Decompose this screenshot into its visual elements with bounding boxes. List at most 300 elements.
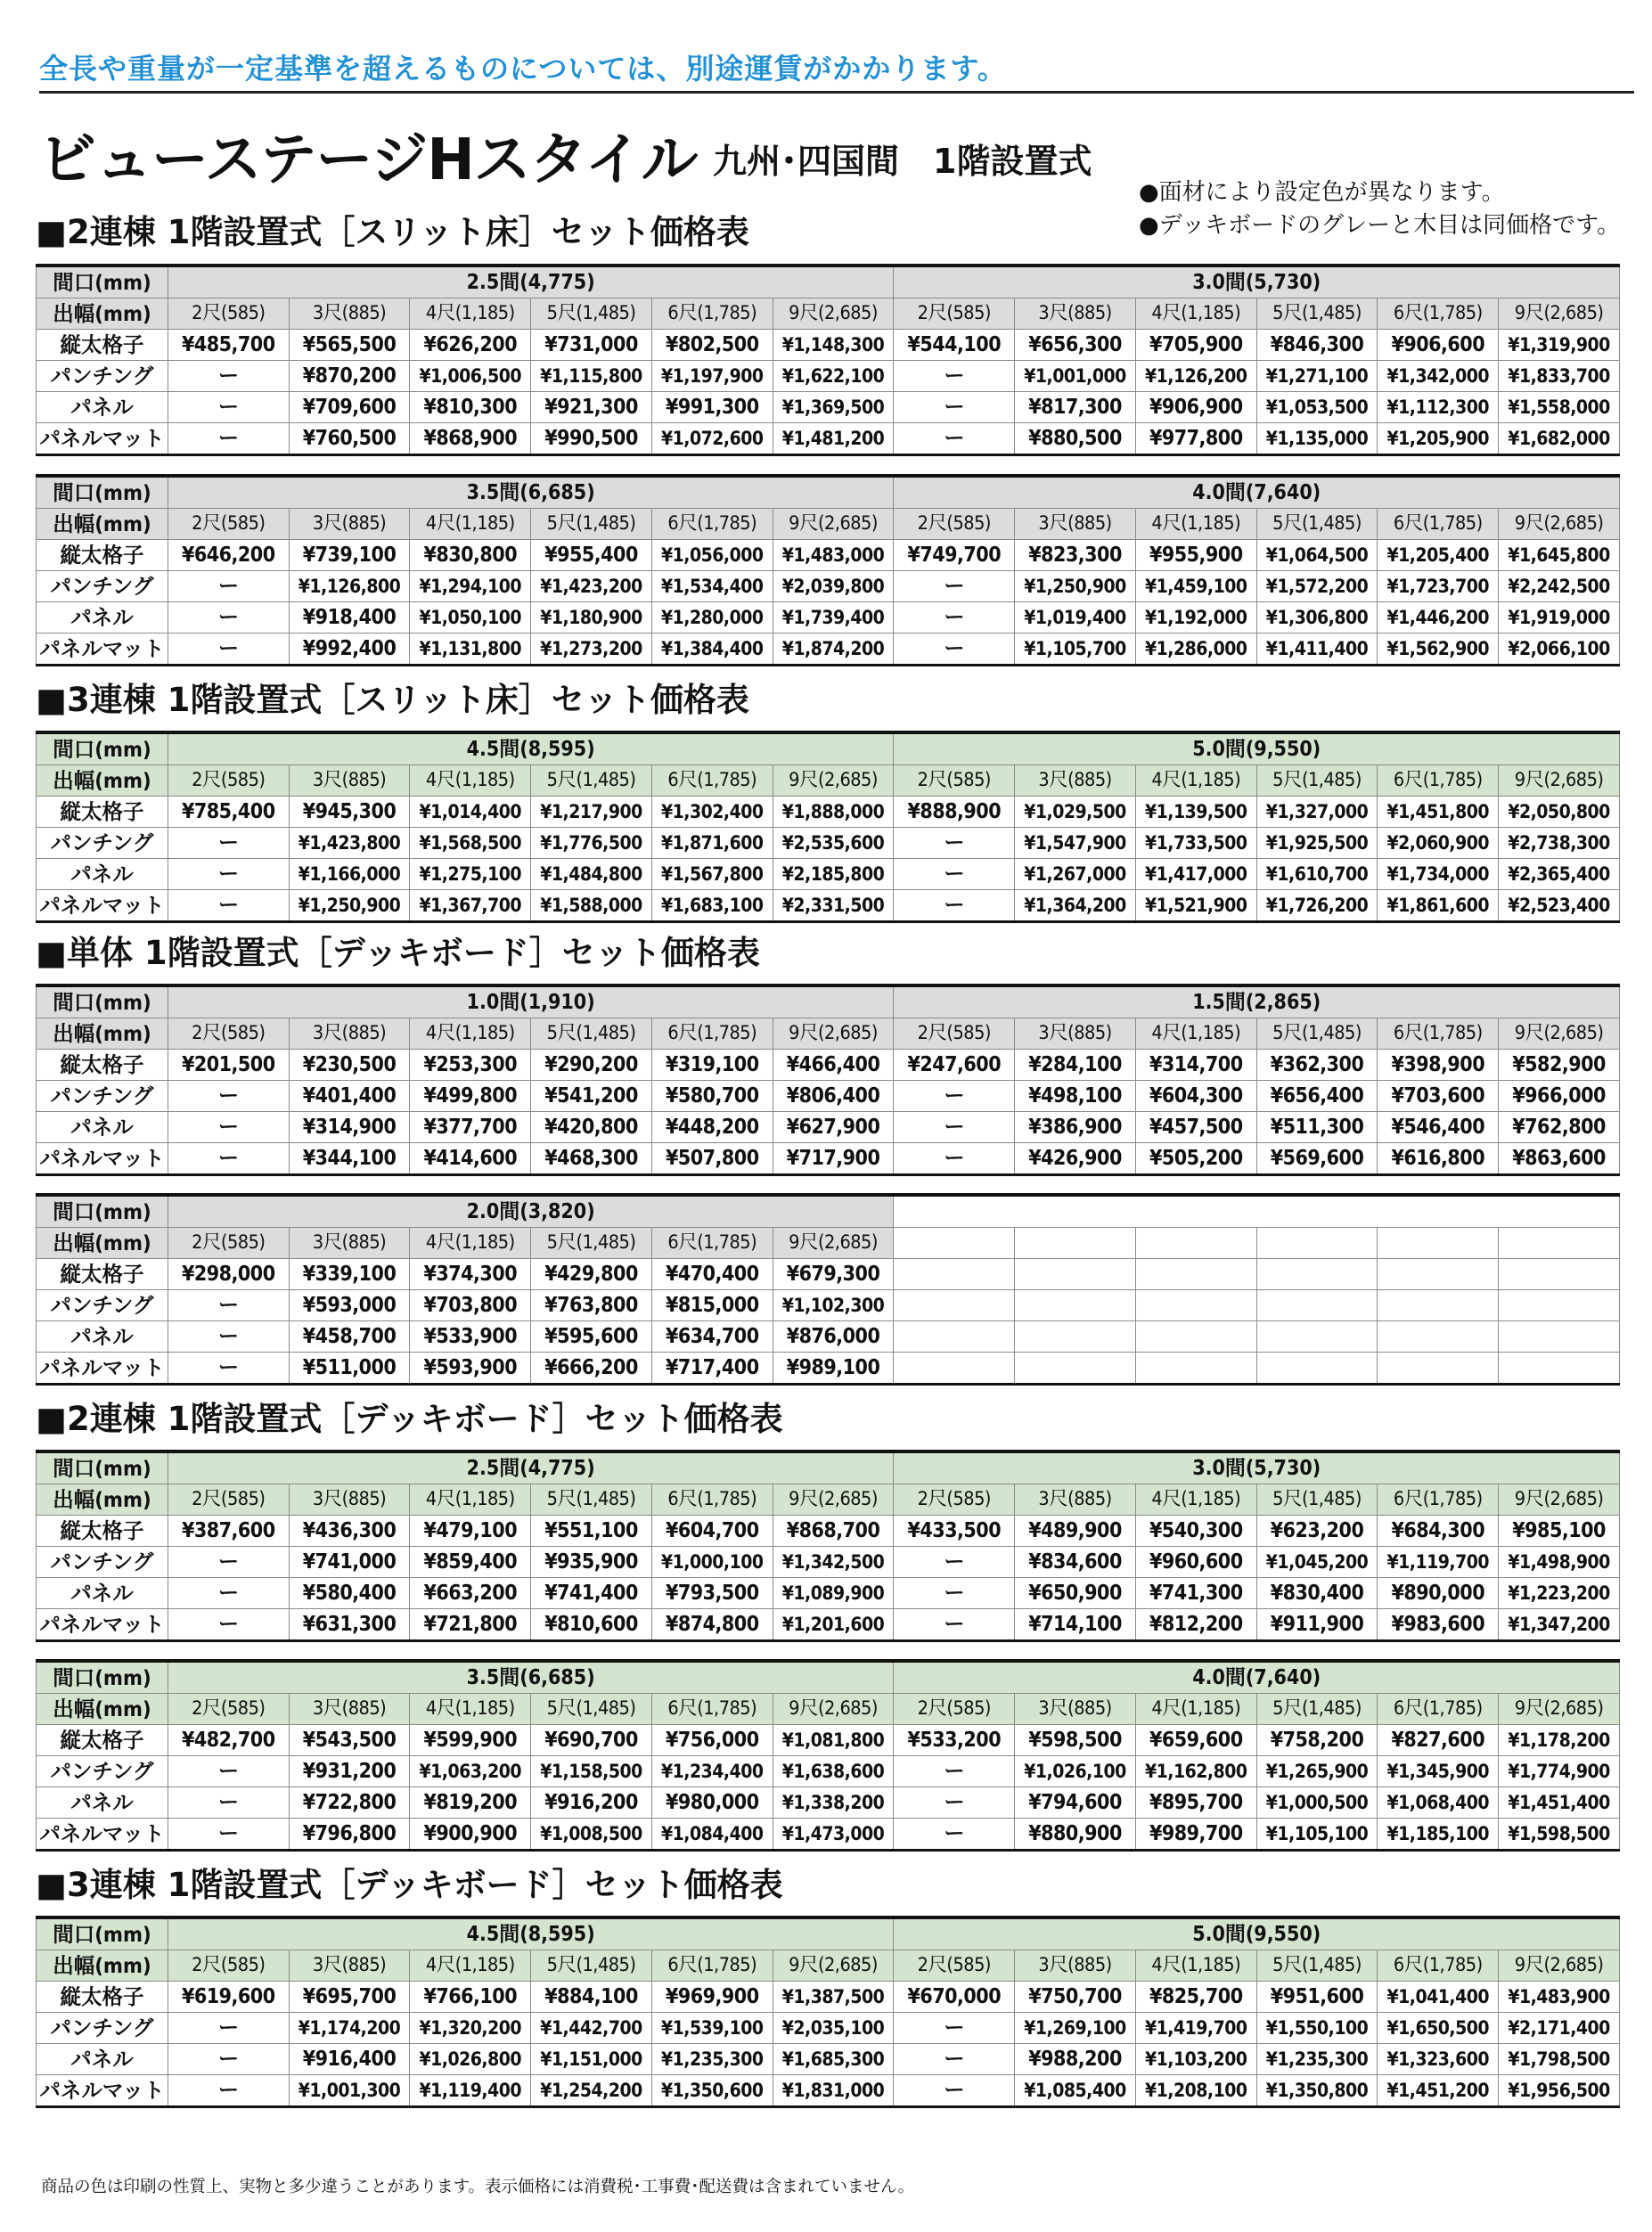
price-cell: ¥604,700 xyxy=(651,1516,773,1547)
projection-label: 出幅(mm) xyxy=(37,509,168,540)
empty-cell xyxy=(1499,1290,1620,1321)
price-cell: ¥1,014,400 xyxy=(410,797,531,828)
price-cell: ¥1,364,200 xyxy=(1015,890,1136,922)
empty-cell xyxy=(1378,1353,1499,1385)
price-cell: ¥1,275,100 xyxy=(410,859,531,890)
price-cell: ー xyxy=(168,1143,289,1175)
price-cell: ¥374,300 xyxy=(410,1259,531,1290)
price-cell: ¥868,700 xyxy=(773,1516,894,1547)
price-cell: ー xyxy=(168,1756,289,1787)
price-cell: ¥714,100 xyxy=(1015,1609,1136,1641)
price-cell: ¥2,185,800 xyxy=(773,859,894,890)
price-cell: ¥796,800 xyxy=(289,1819,410,1851)
table-row xyxy=(37,2044,1620,2075)
projection-size: 2尺(585) xyxy=(168,1018,289,1050)
price-cell: ¥739,100 xyxy=(289,540,410,571)
projection-size: 4尺(1,185) xyxy=(410,509,531,540)
projection-size: 6尺(1,785) xyxy=(651,1950,773,1982)
price-cell: ¥793,500 xyxy=(651,1578,773,1609)
price-cell: ¥426,900 xyxy=(1015,1143,1136,1175)
price-cell: ¥1,280,000 xyxy=(651,602,773,634)
price-cell: ¥1,026,800 xyxy=(410,2044,531,2075)
price-table xyxy=(36,1193,1620,1386)
price-cell: ¥582,900 xyxy=(1499,1050,1620,1081)
price-cell: ー xyxy=(168,634,289,666)
price-table xyxy=(36,264,1620,456)
price-cell: ¥1,567,800 xyxy=(651,859,773,890)
price-cell: ¥817,300 xyxy=(1015,392,1136,423)
header-row-projection xyxy=(37,1694,1620,1725)
price-cell: ¥825,700 xyxy=(1135,1982,1256,2013)
price-cell: ¥812,200 xyxy=(1135,1609,1256,1641)
price-cell: ¥2,523,400 xyxy=(1499,890,1620,922)
notes xyxy=(1139,176,1620,242)
price-cell: ¥1,217,900 xyxy=(531,797,652,828)
price-cell: ¥1,588,000 xyxy=(531,890,652,922)
projection-size: 9尺(2,685) xyxy=(1499,1484,1620,1516)
price-cell: ¥1,568,500 xyxy=(410,828,531,859)
price-cell: ¥656,300 xyxy=(1015,330,1136,361)
header-row-projection xyxy=(37,509,1620,540)
projection-size: 6尺(1,785) xyxy=(1378,1018,1499,1050)
price-cell: ¥604,300 xyxy=(1135,1081,1256,1112)
price-cell: ¥1,473,000 xyxy=(773,1819,894,1851)
table-row xyxy=(37,890,1620,922)
price-cell: ¥1,446,200 xyxy=(1378,602,1499,634)
price-cell: ¥741,000 xyxy=(289,1547,410,1578)
price-cell: ー xyxy=(168,1787,289,1819)
panel-type: パネル xyxy=(37,859,168,890)
price-cell: ¥1,162,800 xyxy=(1135,1756,1256,1787)
projection-size: 6尺(1,785) xyxy=(651,1484,773,1516)
price-cell: ー xyxy=(168,392,289,423)
empty-cell xyxy=(1499,1228,1620,1259)
price-cell: ¥429,800 xyxy=(531,1259,652,1290)
price-cell: ¥1,050,100 xyxy=(410,602,531,634)
price-cell: ー xyxy=(168,1321,289,1353)
price-cell: ¥785,400 xyxy=(168,797,289,828)
price-cell: ¥598,500 xyxy=(1015,1725,1136,1756)
price-cell: ¥1,384,400 xyxy=(651,634,773,666)
price-cell: ¥1,302,400 xyxy=(651,797,773,828)
panel-type: パンチング xyxy=(37,1756,168,1787)
frontage-label: 間口(mm) xyxy=(37,985,168,1018)
table-row xyxy=(37,392,1620,423)
price-cell: ー xyxy=(894,2044,1015,2075)
price-cell: ¥1,045,200 xyxy=(1256,1547,1378,1578)
price-cell: ¥749,700 xyxy=(894,540,1015,571)
price-cell: ¥498,100 xyxy=(1015,1081,1136,1112)
price-cell: ¥717,400 xyxy=(651,1353,773,1385)
panel-type: パネル xyxy=(37,1112,168,1143)
price-cell: ¥1,008,500 xyxy=(531,1819,652,1851)
header-row-frontage xyxy=(37,732,1620,765)
price-cell: ¥1,250,900 xyxy=(1015,571,1136,602)
table-row xyxy=(37,1609,1620,1641)
frontage-label: 間口(mm) xyxy=(37,266,168,298)
projection-size: 4尺(1,185) xyxy=(410,765,531,797)
price-cell: ¥2,738,300 xyxy=(1499,828,1620,859)
projection-size: 3尺(885) xyxy=(289,298,410,330)
price-cell: ¥1,733,500 xyxy=(1135,828,1256,859)
price-cell: ー xyxy=(168,1081,289,1112)
projection-size: 4尺(1,185) xyxy=(410,1484,531,1516)
price-cell: ¥2,365,400 xyxy=(1499,859,1620,890)
projection-label: 出幅(mm) xyxy=(37,298,168,330)
price-cell: ¥314,700 xyxy=(1135,1050,1256,1081)
price-cell: ¥1,271,100 xyxy=(1256,361,1378,392)
section-title: ■3連棟 1階設置式［スリット床］セット価格表 xyxy=(36,681,749,719)
price-cell: ¥709,600 xyxy=(289,392,410,423)
table-row xyxy=(37,1259,1620,1290)
price-cell: ¥1,338,200 xyxy=(773,1787,894,1819)
price-cell: ¥1,956,500 xyxy=(1499,2075,1620,2107)
frontage-size: 5.0間(9,550) xyxy=(894,732,1620,765)
projection-size: 3尺(885) xyxy=(1015,298,1136,330)
price-cell: ¥989,700 xyxy=(1135,1819,1256,1851)
projection-size: 2尺(585) xyxy=(168,298,289,330)
price-cell: ¥670,000 xyxy=(894,1982,1015,2013)
projection-size: 4尺(1,185) xyxy=(1135,1950,1256,1982)
projection-size: 3尺(885) xyxy=(289,1694,410,1725)
empty-cell xyxy=(1135,1228,1256,1259)
price-cell: ¥1,267,000 xyxy=(1015,859,1136,890)
price-cell: ¥201,500 xyxy=(168,1050,289,1081)
price-cell: ¥1,286,000 xyxy=(1135,634,1256,666)
price-cell: ¥1,041,400 xyxy=(1378,1982,1499,2013)
price-cell: ¥1,423,800 xyxy=(289,828,410,859)
table-row xyxy=(37,1353,1620,1385)
price-cell: ¥1,185,100 xyxy=(1378,1819,1499,1851)
price-cell: ¥2,039,800 xyxy=(773,571,894,602)
price-cell: ¥666,200 xyxy=(531,1353,652,1385)
price-cell: ¥695,700 xyxy=(289,1982,410,2013)
price-cell: ¥1,723,700 xyxy=(1378,571,1499,602)
price-cell: ¥916,400 xyxy=(289,2044,410,2075)
price-cell: ¥810,300 xyxy=(410,392,531,423)
price-cell: ¥955,900 xyxy=(1135,540,1256,571)
price-cell: ¥806,400 xyxy=(773,1081,894,1112)
price-cell: ¥1,119,700 xyxy=(1378,1547,1499,1578)
price-cell: ¥1,483,000 xyxy=(773,540,894,571)
price-cell: ¥977,800 xyxy=(1135,423,1256,455)
empty-cell xyxy=(1499,1259,1620,1290)
note-color: ●面材により設定色が異なります。 xyxy=(1139,179,1505,206)
panel-type: パネル xyxy=(37,1787,168,1819)
price-cell: ¥533,200 xyxy=(894,1725,1015,1756)
price-cell: ー xyxy=(168,2044,289,2075)
price-cell: ¥580,400 xyxy=(289,1578,410,1609)
price-cell: ¥507,800 xyxy=(651,1143,773,1175)
price-cell: ¥951,600 xyxy=(1256,1982,1378,2013)
price-cell: ¥457,500 xyxy=(1135,1112,1256,1143)
frontage-size: 4.5間(8,595) xyxy=(168,732,894,765)
projection-size: 4尺(1,185) xyxy=(1135,298,1256,330)
table-row xyxy=(37,634,1620,666)
price-cell: ¥1,166,000 xyxy=(289,859,410,890)
table-row xyxy=(37,1982,1620,2013)
note-deck-price: ●デッキボードのグレーと木目は同価格です。 xyxy=(1139,212,1621,239)
header-row-frontage xyxy=(37,985,1620,1018)
price-cell: ¥1,888,000 xyxy=(773,797,894,828)
price-cell: ¥1,423,200 xyxy=(531,571,652,602)
price-cell: ¥569,600 xyxy=(1256,1143,1378,1175)
price-cell: ¥1,350,600 xyxy=(651,2075,773,2107)
price-cell: ー xyxy=(894,1578,1015,1609)
price-cell: ¥1,367,700 xyxy=(410,890,531,922)
header-row-frontage xyxy=(37,1661,1620,1694)
projection-size: 4尺(1,185) xyxy=(1135,1018,1256,1050)
table-row xyxy=(37,1143,1620,1175)
price-cell: ¥1,734,000 xyxy=(1378,859,1499,890)
panel-type: 縦太格子 xyxy=(37,1516,168,1547)
price-cell: ¥1,192,000 xyxy=(1135,602,1256,634)
price-cell: ー xyxy=(894,1787,1015,1819)
price-cell: ¥511,000 xyxy=(289,1353,410,1385)
price-cell: ¥827,600 xyxy=(1378,1725,1499,1756)
price-cell: ー xyxy=(168,1290,289,1321)
price-cell: ¥546,400 xyxy=(1378,1112,1499,1143)
price-cell: ¥1,919,000 xyxy=(1499,602,1620,634)
price-cell: ー xyxy=(894,1609,1015,1641)
projection-size: 3尺(885) xyxy=(1015,1484,1136,1516)
price-cell: ¥2,331,500 xyxy=(773,890,894,922)
price-cell: ¥1,739,400 xyxy=(773,602,894,634)
price-cell: ¥750,700 xyxy=(1015,1982,1136,2013)
price-cell: ¥1,451,400 xyxy=(1499,1787,1620,1819)
price-cell: ¥830,800 xyxy=(410,540,531,571)
price-cell: ¥684,300 xyxy=(1378,1516,1499,1547)
price-cell: ¥479,100 xyxy=(410,1516,531,1547)
projection-size: 2尺(585) xyxy=(894,1950,1015,1982)
projection-size: 9尺(2,685) xyxy=(1499,1694,1620,1725)
price-cell: ¥551,100 xyxy=(531,1516,652,1547)
price-table xyxy=(36,1659,1620,1852)
price-cell: ¥339,100 xyxy=(289,1259,410,1290)
price-cell: ¥616,800 xyxy=(1378,1143,1499,1175)
frontage-label: 間口(mm) xyxy=(37,476,168,509)
table-row xyxy=(37,1290,1620,1321)
price-cell: ¥911,900 xyxy=(1256,1609,1378,1641)
price-cell: ¥2,060,900 xyxy=(1378,828,1499,859)
empty-cell xyxy=(1378,1259,1499,1290)
projection-size: 5尺(1,485) xyxy=(1256,765,1378,797)
price-cell: ¥991,300 xyxy=(651,392,773,423)
price-cell: ¥1,534,400 xyxy=(651,571,773,602)
projection-size: 2尺(585) xyxy=(894,1018,1015,1050)
projection-size: 2尺(585) xyxy=(894,1484,1015,1516)
projection-size: 6尺(1,785) xyxy=(1378,765,1499,797)
price-cell: ¥1,056,000 xyxy=(651,540,773,571)
price-cell: ー xyxy=(168,1112,289,1143)
price-cell: ¥1,112,300 xyxy=(1378,392,1499,423)
price-cell: ¥1,068,400 xyxy=(1378,1787,1499,1819)
price-cell: ¥1,682,000 xyxy=(1499,423,1620,455)
price-cell: ¥1,063,200 xyxy=(410,1756,531,1787)
empty-cell xyxy=(1499,1321,1620,1353)
table-row xyxy=(37,1112,1620,1143)
price-cell: ¥756,000 xyxy=(651,1725,773,1756)
table-row xyxy=(37,330,1620,361)
price-cell: ー xyxy=(894,859,1015,890)
projection-size: 6尺(1,785) xyxy=(1378,509,1499,540)
projection-label: 出幅(mm) xyxy=(37,1950,168,1982)
table-row xyxy=(37,1321,1620,1353)
empty-cell xyxy=(1256,1259,1378,1290)
price-cell: ¥1,115,800 xyxy=(531,361,652,392)
empty-cell xyxy=(894,1353,1015,1385)
projection-size: 3尺(885) xyxy=(1015,1018,1136,1050)
price-cell: ¥1,000,500 xyxy=(1256,1787,1378,1819)
price-cell: ¥650,900 xyxy=(1015,1578,1136,1609)
price-cell: ¥1,205,400 xyxy=(1378,540,1499,571)
price-cell: ¥362,300 xyxy=(1256,1050,1378,1081)
price-cell: ¥1,451,800 xyxy=(1378,797,1499,828)
price-table xyxy=(36,1916,1620,2108)
projection-size: 9尺(2,685) xyxy=(1499,509,1620,540)
header-row-frontage xyxy=(37,266,1620,298)
price-cell: ¥1,833,700 xyxy=(1499,361,1620,392)
price-cell: ¥1,350,800 xyxy=(1256,2075,1378,2107)
price-cell: ¥960,600 xyxy=(1135,1547,1256,1578)
projection-size: 5尺(1,485) xyxy=(1256,1018,1378,1050)
price-cell: ー xyxy=(168,2013,289,2044)
price-cell: ¥1,234,400 xyxy=(651,1756,773,1787)
price-cell: ¥1,562,900 xyxy=(1378,634,1499,666)
projection-size: 9尺(2,685) xyxy=(1499,1950,1620,1982)
price-cell: ¥810,600 xyxy=(531,1609,652,1641)
table-row xyxy=(37,2013,1620,2044)
price-cell: ¥1,205,900 xyxy=(1378,423,1499,455)
projection-size: 5尺(1,485) xyxy=(531,1484,652,1516)
empty-cell xyxy=(1256,1228,1378,1259)
empty-cell xyxy=(1378,1321,1499,1353)
price-cell: ¥1,072,600 xyxy=(651,423,773,455)
empty-cell xyxy=(1256,1290,1378,1321)
section-title: ■2連棟 1階設置式［スリット床］セット価格表 xyxy=(36,213,749,251)
projection-size: 4尺(1,185) xyxy=(410,1018,531,1050)
price-cell: ¥595,600 xyxy=(531,1321,652,1353)
price-cell: ¥906,600 xyxy=(1378,330,1499,361)
price-cell: ¥656,400 xyxy=(1256,1081,1378,1112)
empty-cell xyxy=(1015,1353,1136,1385)
price-cell: ¥1,481,200 xyxy=(773,423,894,455)
price-cell: ¥414,600 xyxy=(410,1143,531,1175)
price-cell: ¥703,600 xyxy=(1378,1081,1499,1112)
price-cell: ¥900,900 xyxy=(410,1819,531,1851)
price-cell: ¥888,900 xyxy=(894,797,1015,828)
projection-size: 9尺(2,685) xyxy=(1499,1018,1620,1050)
price-cell: ¥627,900 xyxy=(773,1112,894,1143)
projection-size: 3尺(885) xyxy=(289,1950,410,1982)
price-cell: ¥565,500 xyxy=(289,330,410,361)
price-cell: ¥935,900 xyxy=(531,1547,652,1578)
price-cell: ¥983,600 xyxy=(1378,1609,1499,1641)
price-cell: ¥290,200 xyxy=(531,1050,652,1081)
panel-type: パネルマット xyxy=(37,1819,168,1851)
projection-size: 6尺(1,785) xyxy=(651,509,773,540)
price-cell: ¥1,306,800 xyxy=(1256,602,1378,634)
projection-size: 3尺(885) xyxy=(289,765,410,797)
projection-size: 9尺(2,685) xyxy=(773,298,894,330)
price-cell: ¥1,064,500 xyxy=(1256,540,1378,571)
projection-size: 2尺(585) xyxy=(168,1694,289,1725)
header-row-projection xyxy=(37,1018,1620,1050)
panel-type: パネル xyxy=(37,2044,168,2075)
header-row-frontage xyxy=(37,476,1620,509)
price-cell: ¥880,900 xyxy=(1015,1819,1136,1851)
projection-size: 4尺(1,185) xyxy=(1135,509,1256,540)
header-row-projection xyxy=(37,298,1620,330)
price-cell: ¥870,200 xyxy=(289,361,410,392)
price-cell: ー xyxy=(894,392,1015,423)
price-cell: ¥969,900 xyxy=(651,1982,773,2013)
frontage-size: 2.5間(4,775) xyxy=(168,1451,894,1484)
price-cell: ¥1,726,200 xyxy=(1256,890,1378,922)
price-cell: ー xyxy=(894,1143,1015,1175)
projection-size: 4尺(1,185) xyxy=(1135,1694,1256,1725)
price-cell: ¥1,006,500 xyxy=(410,361,531,392)
price-cell: ¥1,026,100 xyxy=(1015,1756,1136,1787)
price-cell: ¥992,400 xyxy=(289,634,410,666)
price-cell: ¥763,800 xyxy=(531,1290,652,1321)
price-cell: ¥1,235,300 xyxy=(1256,2044,1378,2075)
price-cell: ¥2,066,100 xyxy=(1499,634,1620,666)
table-row xyxy=(37,602,1620,634)
price-cell: ¥485,700 xyxy=(168,330,289,361)
price-cell: ¥1,419,700 xyxy=(1135,2013,1256,2044)
section-title: ■単体 1階設置式［デッキボード］セット価格表 xyxy=(36,934,760,972)
price-cell: ¥1,235,300 xyxy=(651,2044,773,2075)
projection-size: 5尺(1,485) xyxy=(531,765,652,797)
panel-type: パネル xyxy=(37,1578,168,1609)
projection-size: 9尺(2,685) xyxy=(1499,765,1620,797)
empty-cell xyxy=(894,1290,1015,1321)
price-cell: ¥436,300 xyxy=(289,1516,410,1547)
price-cell: ¥663,200 xyxy=(410,1578,531,1609)
projection-size: 9尺(2,685) xyxy=(1499,298,1620,330)
price-cell: ¥1,645,800 xyxy=(1499,540,1620,571)
frontage-size xyxy=(894,1195,1620,1228)
price-cell: ¥874,800 xyxy=(651,1609,773,1641)
price-cell: ¥1,135,000 xyxy=(1256,423,1378,455)
price-cell: ¥815,000 xyxy=(651,1290,773,1321)
projection-label: 出幅(mm) xyxy=(37,765,168,797)
price-cell: ¥760,500 xyxy=(289,423,410,455)
price-cell: ー xyxy=(168,1547,289,1578)
projection-size: 4尺(1,185) xyxy=(410,1950,531,1982)
price-cell: ¥1,798,500 xyxy=(1499,2044,1620,2075)
projection-size: 5尺(1,485) xyxy=(1256,1694,1378,1725)
price-cell: ¥448,200 xyxy=(651,1112,773,1143)
frontage-size: 4.5間(8,595) xyxy=(168,1917,894,1950)
price-cell: ¥1,000,100 xyxy=(651,1547,773,1578)
price-cell: ¥2,171,400 xyxy=(1499,2013,1620,2044)
projection-size: 6尺(1,785) xyxy=(651,1018,773,1050)
price-cell: ¥1,874,200 xyxy=(773,634,894,666)
price-cell: ¥1,250,900 xyxy=(289,890,410,922)
price-cell: ¥533,900 xyxy=(410,1321,531,1353)
price-cell: ¥1,269,100 xyxy=(1015,2013,1136,2044)
price-cell: ¥1,550,100 xyxy=(1256,2013,1378,2044)
panel-type: パネルマット xyxy=(37,634,168,666)
page-subtitle: 九州･四国間 1階設置式 xyxy=(713,142,1092,181)
projection-size: 6尺(1,785) xyxy=(1378,1950,1499,1982)
price-cell: ー xyxy=(894,1819,1015,1851)
frontage-size: 3.5間(6,685) xyxy=(168,476,894,509)
projection-size: 2尺(585) xyxy=(168,1484,289,1516)
projection-size: 5尺(1,485) xyxy=(531,298,652,330)
